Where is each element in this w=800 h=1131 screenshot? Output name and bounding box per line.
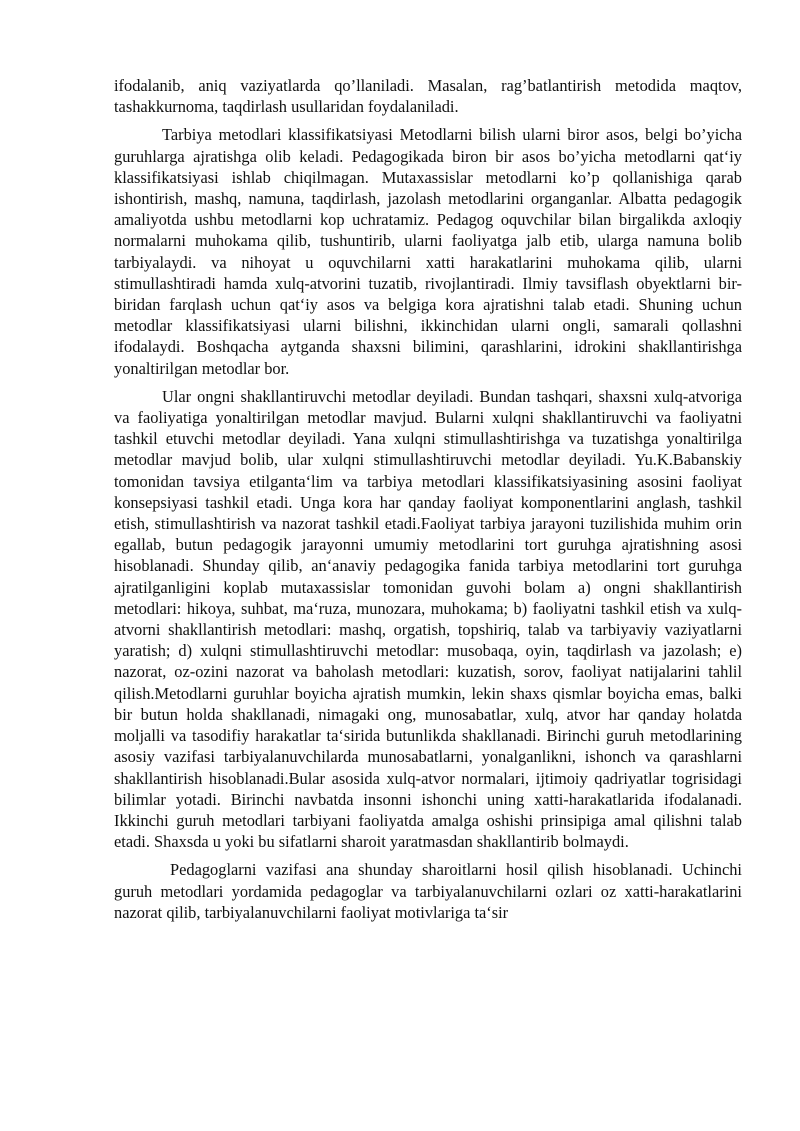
paragraph-teacher-task: Pedagoglarni vazifasi ana shunday sharoitlarni hosil qilish hisoblanadi. Uchinchi guruh metodlari yordamida pedagoglar va tarbiyalanuvchilarni ozlari oz xatti-harakatlarini nazorat qilib, tarbiyalanuvchilarni faoliyat motivlariga ta‘sir <box>114 860 742 922</box>
paragraph-method-groups: Ular ongni shakllantiruvchi metodlar deyiladi. Bundan tashqari, shaxsni xulq-atvoriga va faoliyatiga yonaltirilgan metodlar mavjud. Bularni xulqni shakllantiruvchi va faoliyatni tashkil etuvchi metodlar deyiladi. Yana xulqni stimullashtirishga va tuzatishga yonaltirilga metodlar mavjud bolib, ular xulqni stimullashtiruvchi metodlar deyiladi. Yu.K.Babanskiy tomonidan tavsiya etilganta‘lim va tarbiya metodlari klassifikatsiyasining asosini faoliyat konsepsiyasi tashkil etadi. Unga kora har qanday faoliyat komponentlarini anglash, tashkil etish, stimullashtirish va nazorat tashkil etadi.Faoliyat tarbiya jarayoni tuzilishida muhim orin egallab, butun pedagogik jarayonni umumiy metodlarini tort guruhga ajratishning asosi hisoblanadi. Shunday qilib, an‘anaviy pedagogika fanida tarbiya metodlarini tort guruhga ajratilganligini koplab mutaxassislar tomonidan guvohi bolam a) ongni shakllantirish metodlari: hikoya, suhbat, ma‘ruza, munozara, muhokama; b) faoliyatni tashkil etish va xulq-atvorni shakllantirish metodlari: mashq, orgatish, topshiriq, talab va tarbiyaviy vaziyatlarni yaratish; d) xulqni stimullashtiruvchi metodlar: musobaqa, oyin, taqdirlash va jazolash; e) nazorat, oz-ozini nazorat va baholash metodlari: kuzatish, sorov, faoliyat natijalarini tahlil qilish.Metodlarni guruhlar boyicha ajratish mumkin, lekin shaxs qismlar boyicha emas, balki bir butun holda shakllanadi, nimagaki ong, munosabatlar, xulq, atvor har qanday holatda moljalli va tasodifiy harakatlar ta‘sirida butunlikda shakllanadi. Birinchi guruh metodlarining asosiy vazifasi tarbiyalanuvchilarda munosabatlarni, yonalganlikni, ishonch va qarashlarni shakllantirish hisoblanadi.Bular asosida xulq-atvor normalari, ijtimoiy qadriyatlar togrisidagi bilimlar yotadi. Birinchi navbatda insonni ishonchi uning xatti-harakatlarida ifodalanadi. Ikkinchi guruh metodlari tarbiyani faoliyatda amalga oshishi prinsipiga amal qilishni talab etadi. Shaxsda u yoki bu sifatlarni sharoit yaratmasdan shakllantirib bolmaydi. <box>114 386 742 852</box>
paragraph-classification: Tarbiya metodlari klassifikatsiyasi Metodlarni bilish ularni biror asos, belgi bo’yicha guruhlarga ajratishga olib keladi. Pedagogikada biron bir asos bo’yicha metodlarni qat‘iy klassifikatsiyasi ishlab chiqilmagan. Mutaxassislar metodlarni ko’p qollanishiga qarab ishontirish, mashq, namuna, taqdirlash, jazolash metodlarini organganlar. Albatta pedagogik amaliyotda ushbu metodlarni kop uchratamiz. Pedagog oquvchilar bilan birgalikda axloqiy normalarni muhokama qilib, tushuntirib, ularni faoliyatga jalb etib, ularga namuna bolib tarbiyalaydi. va nihoyat u oquvchilarni xatti harakatlarini muhokama qilib, ularni stimullashtiradi hamda xulq-atvorini tuzatib, rivojlantiradi. Ilmiy tavsiflash obyektlarni bir-biridan farqlash uchun qat‘iy asos va belgiga kora ajratishni talab etadi. Shuning uchun metodlar klassifikatsiyasi ularni bilishni, ikkinchidan ularni ongli, samarali qollashni ifodalaydi. Boshqacha aytganda shaxsni bilimini, qarashlarini, idrokini shakllantirishga yonaltirilgan metodlar bor. <box>114 125 742 378</box>
document-body <box>114 75 742 930</box>
paragraph-continuation: ifodalanib, aniq vaziyatlarda qo’llaniladi. Masalan, rag’batlantirish metodida maqtov, tashakkurnoma, taqdirlash usullaridan foydalaniladi. <box>114 76 742 117</box>
